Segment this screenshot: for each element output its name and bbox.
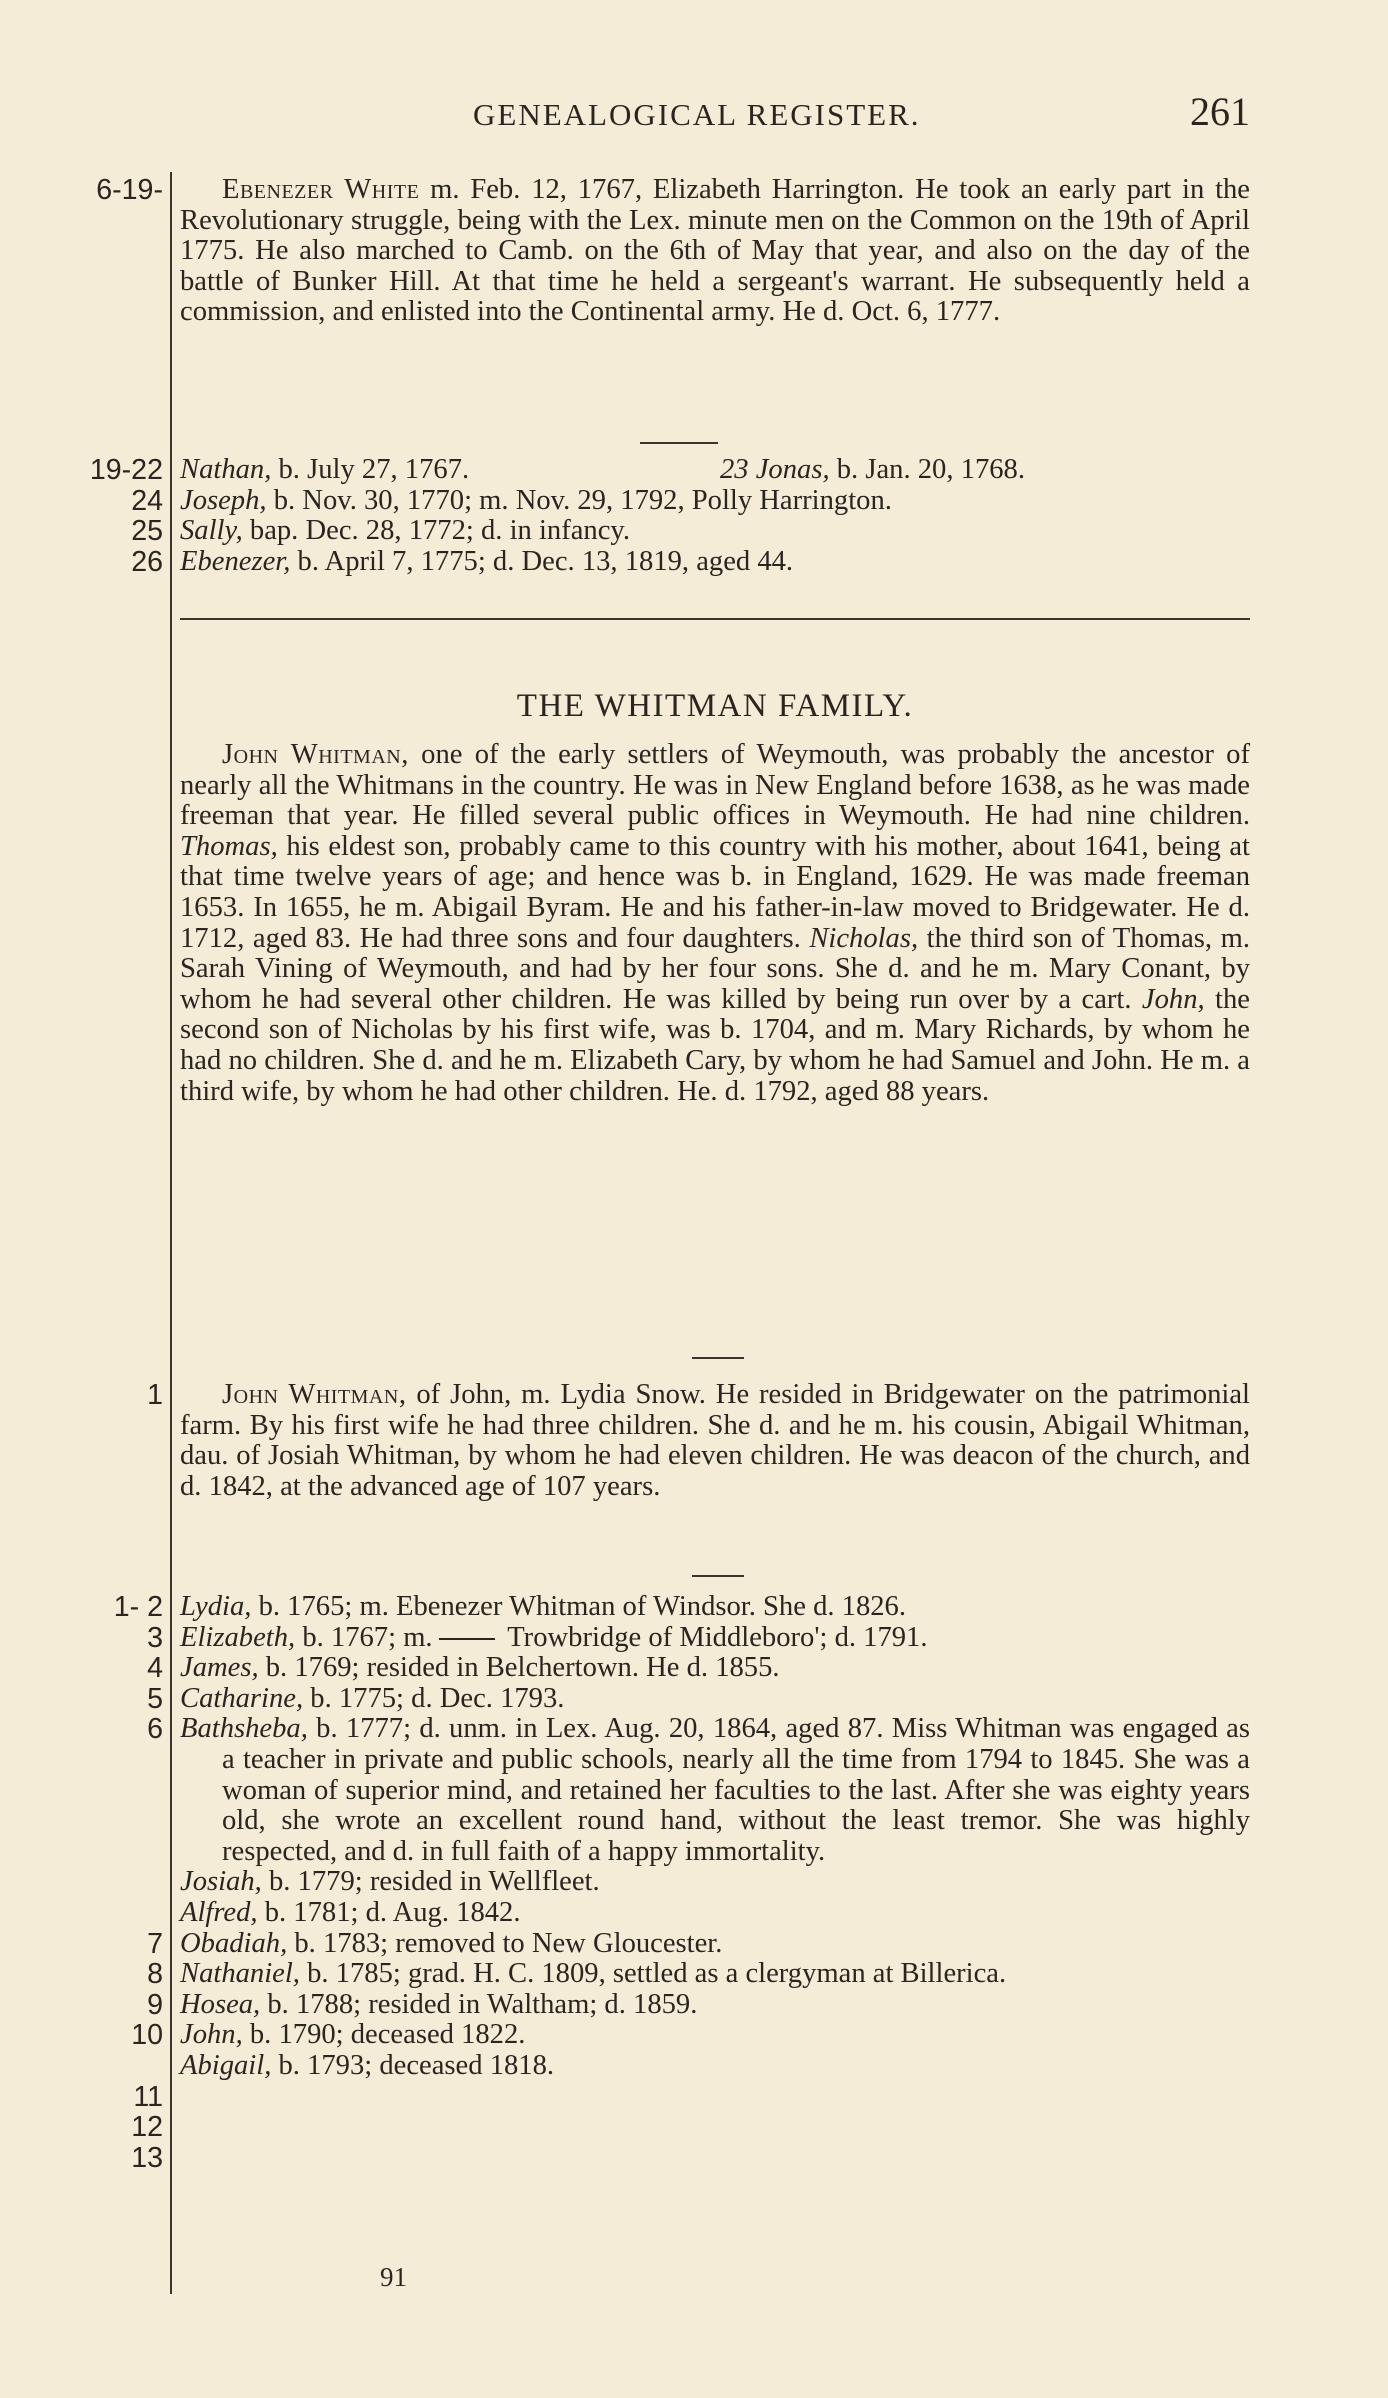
- list-item: Bathsheba, b. 1777; d. unm. in Lex. Aug. 20, 1864, aged 87. Miss Whitman was engaged as a teacher in private and public schools, nearly all the time from 1794 to 1845. She was a woman of superior mind, and retained her faculties to the last. After she was eighty years old, she wrote an excellent round hand, without the least tremor. She was highly respected, and d. in full faith of a happy immortality.: [180, 1713, 1250, 1867]
- children-nums: 1- 2 3 4 5 6 7 8 9 10 11 12 13: [113, 1591, 163, 2174]
- white-name: Ebenezer White: [222, 174, 420, 205]
- short-divider: [692, 1575, 744, 1577]
- children-list: [180, 1592, 1250, 2082]
- running-title: GENEALOGICAL REGISTER.: [473, 97, 921, 132]
- list-item: Nathaniel, b. 1785; grad. H. C. 1809, settled as a clergyman at Billerica.: [180, 1958, 1007, 1990]
- short-divider: [640, 442, 718, 444]
- whitman-intro: [180, 740, 1250, 1107]
- list-item: Nathan, b. July 27, 1767. 23 Jonas, b. Jan. 20, 1768.: [180, 454, 1025, 485]
- white-paragraph: Ebenezer White m. Feb. 12, 1767, Elizabeth Harrington. He took an early part in the Revolutionary struggle, being with the Lex. minute men on the Common on the 19th of April 1775. He also marched to Camb. on the 6th of May that year, and also on the day of the battle of Bunker Hill. At that time he held a sergeant's warrant. He subsequently held a commission, and enlisted into the Continental army. He d. Oct. 6, 1777.: [180, 174, 1250, 328]
- list-item: Lydia, b. 1765; m. Ebenezer Whitman of Windsor. She d. 1826.: [180, 1591, 906, 1622]
- section-title: THE WHITMAN FAMILY.: [516, 688, 914, 724]
- page-number: 261: [1190, 89, 1250, 134]
- list-item: James, b. 1769; resided in Belchertown. He d. 1855.: [180, 1652, 780, 1684]
- list-item: Elizabeth, b. 1767; m. Trowbridge of Middleboro'; d. 1791.: [180, 1621, 928, 1653]
- signature-mark: 91: [380, 2262, 407, 2292]
- list-item: Abigail, b. 1793; deceased 1818.: [180, 2049, 555, 2081]
- john-entry: [180, 1380, 1250, 1502]
- margin-rule: [170, 172, 172, 2294]
- list-item: Joseph, b. Nov. 30, 1770; m. Nov. 29, 1792, Polly Harrington.: [180, 484, 892, 516]
- list-item: Catharine, b. 1775; d. Dec. 1793.: [180, 1682, 565, 1714]
- white-ref: 6-19-: [96, 174, 163, 206]
- john-ref: 1: [147, 1379, 163, 1411]
- running-header: [180, 88, 1250, 135]
- list-item: Alfred, b. 1781; d. Aug. 1842.: [180, 1896, 521, 1928]
- white-children-nums: 19-22 24 25 26: [89, 454, 163, 578]
- john-paragraph: John Whitman, of John, m. Lydia Snow. He resided in Bridgewater on the patrimonial farm. By his first wife he had three children. She d. and he m. his cousin, Abigail Whitman, dau. of Josiah Whitman, by whom he had eleven children. He was deacon of the church, and d. 1842, at the advanced age of 107 years.: [180, 1379, 1250, 1502]
- list-item: Obadiah, b. 1783; removed to New Gloucester.: [180, 1927, 723, 1959]
- list-item: Josiah, b. 1779; resided in Wellfleet.: [180, 1866, 600, 1898]
- intro-paragraph: John Whitman, one of the early settlers of Weymouth, was probably the ancestor of nearly all the Whitmans in the country. He was in New England before 1638, as he was made freeman that year. He filled several public offices in Weymouth. He had nine children. Thomas, his eldest son, probably came to this country with his mother, about 1641, being at that time twelve years of age; and hence was b. in England, 1629. He was made freeman 1653. In 1655, he m. Abigail Byram. He and his father-in-law moved to Bridgewater. He d. 1712, aged 83. He had three sons and four daughters. Nicholas, the third son of Thomas, m. Sarah Vining of Weymouth, and had by her four sons. She d. and he m. Mary Conant, by whom he had several other children. He was killed by being run over by a cart. John, the second son of Nicholas by his first wife, was b. 1704, and m. Mary Richards, by whom he had no children. She d. and he m. Elizabeth Cary, by whom he had Samuel and John. He m. a third wife, by whom he had other children. He. d. 1792, aged 88 years.: [180, 739, 1250, 1107]
- section-divider: [180, 618, 1250, 620]
- short-divider: [692, 1357, 744, 1359]
- list-item: Hosea, b. 1788; resided in Waltham; d. 1859.: [180, 1988, 698, 2020]
- list-item: Sally, bap. Dec. 28, 1772; d. in infancy.: [180, 515, 630, 547]
- list-item: John, b. 1790; deceased 1822.: [180, 2019, 526, 2051]
- white-children: [180, 455, 1250, 577]
- white-entry: [180, 175, 1250, 328]
- list-item: Ebenezer, b. April 7, 1775; d. Dec. 13, 1819, aged 44.: [180, 545, 794, 577]
